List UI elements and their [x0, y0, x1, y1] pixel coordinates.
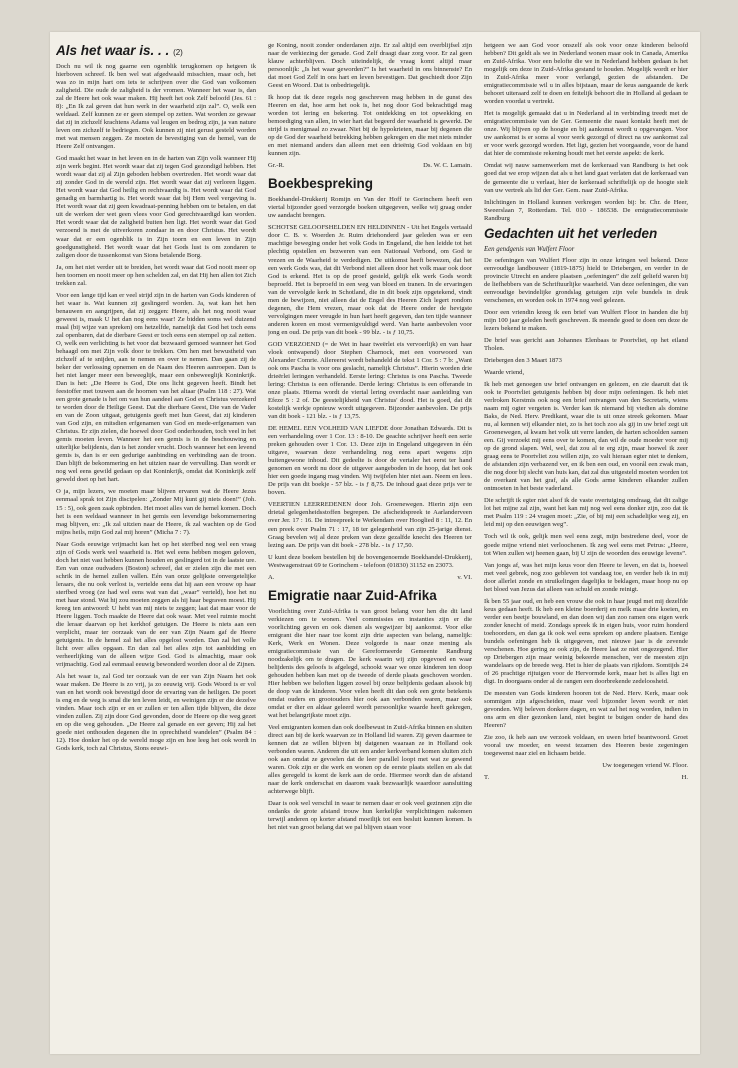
paragraph: Ik ben 55 jaar oud, en heb een vrouw die ook in haar jeugd met mij dezelfde keus gedaan heeft. Ik heb een kleine boerderij en melk maar drie koeien, en verder een beetje bouwland, en dan doen wij dan zoo ramen ons eigen werk zonder knecht of meid. Zondags spreek ik in eigen huis, voor ruim honderd toehoorders, en dan ga ik ook wel eens spreken op andere plaatsen. Eenige bundels oefeningen heb ik uitgegeven, met nieuwe jaar is de zevende verschenen. Hoe gering ze ook zijn, de Heere laat ze niet ongezegend. Hier op Driebergen zijn maar weinig bekeerde menschen, ver de meesten zijn wandelaars op de breede weg. Het is hier de plaats van rijkdom. Somtijds 24 of 26 prachtige rijtuigen voor de Hervormde kerk, maar het is alles ligt en digt. In doorgaans onder al de rangen een doorbrekende zedeloosheid.: [484, 597, 688, 685]
paragraph: Van jongs af, was het mijn keus voor den Heere te leven, en dat is, hoewel met veel gebrek, nog zoo gebleven tot vandaag toe, en verder heb ik in mij door allerlei zonde en struikelingen dagelijks te beklagen, maar hoop nu op het bloed van Jezus dat alleen van schuld en zonde reinigt.: [484, 561, 688, 593]
section-subtitle: Een gendgenis van Wulfert Floor: [484, 245, 575, 253]
paragraph: hetgeen we aan God voor onszelf als ook voor onze kinderen beloofd hebben? Dit geldt als we in Nederland wonen maar ook in Canada, Amerika en Zuid-Afrika. Voor een belofte die we in Nederland hebben gedaan is het mogelijk om deze in Zuid-Afrika gestand te houden. Mogelijk wordt er hier in Zuid-Afrika meer voor verlangd, gezien de afstanden. De emigratiecommissie wil u in alles bijstaan, maar de keus aangaande de kerk behoort uiteraard zelf te doen en feitelijk behoort die in Holland al gedaan te worden voordat u vertrekt.: [484, 42, 688, 106]
signature-initial-right: H.: [681, 774, 688, 782]
paragraph: ge Koning, nooit zonder onderdanen zijn. Er zal altijd een overblijfsel zijn naar de verkiezing der genade. God Zelf draagt daar zorg voor. Er zal geen klauw achterblijven. Doch uiteindelijk, de vraag komt altijd maar persoonlijk: „Is het waar geworden?” Is het waarheid in ons binnenste? En dat moet God Zelf in ons hart en leven bevestigen. Dat geschiedt door Zijn Geest en Woord. Dat is onbedriegelijk.: [268, 42, 472, 90]
paragraph: VEERTIEN LEERREDENEN door Joh. Groenewegen. Hierin zijn een drietal gelegenheidsstoffen begrepen. De afscheidspreek te Aarlanderveen over Jer. 17 : 16. De intreepreek te Werkendam over Hooglied 8 : 11, 12. En een preek over Psalm 71 : 17, 18 ter gelegenheid van zijn 25-jarige dienst. Graag bevelen wij al deze preken van deze gezalfde knecht des Heeren ter lezing aan. De prijs van dit boek - 278 blz. - is ƒ 17,50.: [268, 501, 472, 549]
paragraph: De brief was gericht aan Johannes Elenbaas te Poortvliet, op het eiland Tholen.: [484, 336, 688, 352]
emigration-article-continued: [484, 42, 688, 223]
newspaper-page: [50, 32, 700, 1054]
letter-body: [484, 257, 688, 759]
paragraph: Ja, om het niet verder uit te breiden, het wordt waar dat God nooit meer op hen toornen en nooit meer op hen schelden zal, en dat Hij hen allen tot Zich trekken zal.: [56, 263, 256, 287]
article-title-als-het-waar-is: Als het waar is. . . (2): [56, 43, 183, 58]
paragraph: Driebergen den 3 Maart 1873: [484, 356, 562, 364]
paragraph: Het is mogelijk gemaakt dat u in Nederland al in verbinding treedt met de emigratiecommissie van de Ger. Gemeente die naast kontakt heeft met de onze. Wij blijven op de hoogte en bij aankomst wordt u opgevangen. Voor uw aankomst is er soms al voor werk gezorgd of direct na uw aankomst zal er voor werk gezorgd worden. Het ligt, gezien het voorgaande, voor de hand dat hier de commissie rekening houdt met het eerste aspekt: de kerk.: [484, 110, 688, 158]
article-part-number: (2): [173, 48, 183, 57]
paragraph: SCHOTSE GELOOFSHELDEN EN HELDINNEN - Uit het Engels vertaald door C. B. v. Woerden Jr. Ruim driehonderd jaar geleden was er een machtige beweging onder het volk Gods in Engeland, die hen leidde tot het plechtig opstellen en bezweren van een Nationaal Verbond, om God te vrezen en de Waarheid te verdedigen. De uitkomst heeft bewezen, dat het een werk Gods was, dat dit Verbond niet alleen door het volk maar ook door God is erkend. Het is op de proef gesteld, gelijk elk werk Gods wordt beproefd. Het is beproefd in een weg van bloed en tranen. In de ervaringen van de vervolgde kerk in Schotland, die in dit boek zijn opgetekend, vindt men de bewijzen, niet alleen dat de Engel des Heeren Zich legert rondom degenen, die Hem vrezen, maar ook dat de Heere onder de hevigste vervolgingen meer vreugde in hun hart heeft gegeven, dan ten tijde wanneer anderen koren en most vermenigvuldigd werd. Van harte aanbevolen voor jong en oud. De prijs van dit boek - 99 blz. - is ƒ 10,75.: [268, 224, 472, 336]
paragraph: Ik hoop dat ik deze regels nog geschreven mag hebben in de gunst des Heeren en dat, hoe arm het ook is, het nog door God bekrachtigd mag worden tot lering en bekering. Tot ontdekking en tot opwekking en bemoediging van allen, in wier hart dat begeerd der waarheid is gewerkt. De strijd is menigmaal zo zwaar. Niet bij de hypokrieten, maar bij degenen die op de God der waarheid betrekking hebben gekregen en die met niets minder en met niemand anders dan alleen met een drieënig God voldaan en bij kunnen zijn.: [268, 94, 472, 158]
paragraph: Doch nu wil ik nog gaarne een ogenblik terugkomen op hetgeen ik hierboven schreef. Ik ben wel wat afgedwaald misschien, maar och, het was zo in mijn hart om iets te schrijven over die God van volkomen zaligheid. Die oude de zaligheid is der vromen. Wanneer het waar is, dan zal de Heere het ook waar maken. Hij heeft het ook Zelf beloofd (Jes. 61 : 8): „En Ik zal geven dat hun werk in der waarheid zijn zal”. O, welk een weldaad. Zelf kunnen ze er geen stempel op zetten. Wat worden ze gewaar dat zij in zichzelf krachtens Adams val leugen en bedrog zijn, ja van nature leven om zichzelf te bedriegen. Ook kunnen zij niet gerust gesteld worden met wat mensen zeggen. Ze moeten de bevestiging van de hemel, van de Heere Zelf ontvangen.: [56, 62, 256, 151]
paragraph: Inlichtingen in Holland kunnen verkregen worden bij: br. Chr. de Heer, Sweerslaan 7, Rotterdam. Tel. 010 - 186538. De emigratiecommissie Randburg: [484, 198, 688, 222]
paragraph: Als het waar is, zal God ter oorzaak van de eer van Zijn Naam het ook waar maken. De Heere is zo vrij, ja zo eeuwig vrij. Gods Woord is er vol van en het wordt ook bevestigd door de ervaring van de heiligen. De poort is eng en de weg is smal die ten leven leidt, en weinigen zijn er die dezelve vinden. Maar toch zijn er en er zullen er ten allen tijde blijven, die deze vinden zullen. Zij zijn door God gevonden, door de Heere op die weg gezet en op die weg gehouden. „De Heere zal genade en eer geven; Hij zal het goede niet onthouden degenen die in oprechtheid wandelen” (Psalm 84 : 12). Hoe donker het op de wereld moge zijn en hoe leeg het ook wordt in Gods kerk, toch zal Christus, Sions eeuwi-: [56, 673, 256, 753]
book-review-signature: [268, 574, 472, 581]
paragraph: DE HEMEL EEN VOLHEID VAN LIEFDE door Jonathan Edwards. Dit is een verhandeling over 1 Cor. 13 : 8-10. De geachte schrijver heeft een serie preken gehouden over 1 Cor. 13. Deze zijn in Engeland uitgegeven in één uitgave, waarvan deze verhandeling nog eens apart wegens zijn buitengewone inhoud. Dit gedeelte is door de vertaler het eerst ter hand genomen en wordt nu door de uitgever aangeboden in de hoop, dat het ook hier een goede ingang mag vinden. Wij twijfelen hier niet aan. Neem en lees. De prijs van dit boekje - 57 blz. - is ƒ 8,75. De inhoud gaat deze prijs ver te boven.: [268, 425, 472, 497]
signature-initial: A.: [268, 573, 275, 581]
section-title-gedachten: Gedachten uit het verleden: [484, 225, 658, 241]
column-1: [56, 42, 256, 1046]
signature-place: Gr.-R.: [268, 162, 285, 170]
book-review-body: [268, 196, 472, 569]
paragraph: Daar is ook wel verschil in waar te nemen daar er ook veel gezinnen zijn die ondanks de grote afstand trouw hun kerkelijke verplichtingen nakomen terwijl anderen op korter afstand moeilijk tot een besluit kunnen komen. Is het niet van groot belang dat we pal blijven staan voor: [268, 800, 472, 832]
paragraph: Naar Gods eeuwige vrijmacht kan het op het sterfbed nog wel een vraag zijn of Gods werk wel waarheid is. Het wel eens hebben mogen geloven, doch het niet vast hebben kunnen houden en geslingerd tot in de laatste ure. Een van onze oudvaders (Boston) schreef, dat er zielen zijn die met een schrik in de hemel zullen vallen. Eén van onze gelijkste onvergetelijke leraars, die nu ook verlost is, vertelde eens dat hij aan een vrouw op haar sterfbed vroeg (ze had wel eens wat van dat „waar” verteld), hoe het nu met haar stond. Wat hij zou moeten zeggen als hij haar begraven moest. Hij kreeg ten antwoord: U hebt van mij niets te zeggen; laat dat maar voor de Heere liggen. Toch maakte de Heere dat ook waar. Met veel ruimte mocht die leraar daarvan op het kerkhof getuigen. De Heere is niets aan een verplicht, maar ter oorzaak van de eer van Zijn Naam gaf de Heere getuigenis. In de hemel zal het alles opgelost worden. Dan zal het volle licht over alles opgaan. En dan zal het alles zijn tot aanbidding en verheerlijking van de alleen wijze God. God is almachtig, maar ook vrijmachtig. God zal eenmaal eeuwig bewonderd worden door al de Zijnen.: [56, 540, 256, 669]
article-body-continued: [268, 42, 472, 158]
signature-initial-left: T.: [484, 774, 490, 782]
paragraph: Voorlichting over Zuid-Afrika is van groot belang voor hen die dit land verkiezen om te wonen. Veel commissies en instanties zijn er die voorlichting geven en ook dienen als wegwijzer bij aankomst. Voor elke emigrant die hier naar toe komt zijn drie aspecten van belang, namelijk: Kerk, Werk en Wonen. Deze volgorde is naar onze mening als emigratiecommissie van de Gereformeerde Gemeente Randburg noodzakelijk om te dragen. De kerk waarin wij zijn opgevoed en waar belijdenis des geloofs is afgelegd, schookt waar we onze kinderen ten doop gehouden hebben kan met op de tweede of derde plaats geschoven worden. Hier hebben we beloften liggen zowel bij onze belijdenis gedaan alsook bij de doop van de kinderen. Voor velen heeft dit dan ook een grote betekenis omdat ouders en grootouders hier ook aan verbonden waren, maar ook omdat er dier en aldaar geleerd wordt persoonlijke waarde heeft gekregen, wat het belangrijkste moet zijn.: [268, 607, 472, 719]
paragraph: Die schrijft ik egter niet alsof ik de vaste overtuiging omdraag, dat dit zalige lot het mijne zal zijn, want het kan mij nog wel eens donker zijn, zoo dat ik met Psalm 119 : 24 vragen moet: „Zie, of bij mij een schadelijke weg zij, en leid mij op den eeuwigen weg”.: [484, 497, 688, 529]
letter-closing: Uw toegenegen vriend W. Floor.: [602, 762, 688, 770]
paragraph: Veel emigranten komen dan ook doelbewust in Zuid-Afrika binnen en sluiten direct aan bij de kerk waarvan ze in Holland lid waren. Zij geven daarmee te kennen dat ze willen blijven bij datgenen waaraan ze in Holland ook verbonden waren. Anderen die uit een ander kerkverband komen sluiten zich ook aan omdat ze gevoelen dat de leer parallel loopt met wat ze gewend waren. Ook zijn er die werk en wonen op de eerste plaats stellen en als dat alles geregeld is komt de kerk aan de orde. Hiermee wordt dan de afstand naar de kerk onderschat en daarom vaak bezwaarlijk waardoor aansluiting achterwege blijft.: [268, 723, 472, 796]
paragraph: Zie zoo, ik heb aan uw verzoek voldaan, en uwen brief beantwoord. Groet vooral uw moeder, en weest tezamen des Heeren beste zegeningen toegewenst naar ziel en lichaam beide.: [484, 734, 688, 758]
signature-initials: v. VI.: [457, 573, 472, 581]
column-3: [484, 42, 688, 1046]
paragraph: Boekhandel-Drukkerij Romijn en Van der Hoff te Gorinchem heeft een viertal bijzonder goed verzorgde boeken uitgegeven, welke wij graag onder uw aandacht brengen.: [268, 196, 472, 220]
paragraph: Voor een lange tijd kan er veel strijd zijn in de harten van Gods kinderen of het waar is. Wat kunnen zij geslingerd worden. Ja, wat kan het hen benauwen en aangrijpen, dat zij zeggen: Heere, als het nog nooit waar geweest is, maak U het dan nog eens waar! Ze bidden soms wel duizend maal (bij wijze van spreken) om hetzelfde, namelijk dat God het toch eens zal openbaren, dat de dierbare Geest er toch eens een stempel op zal zetten. O, welk een verlichting is het voor dat bezwaard gemoed wanneer het God behaagd om met Zijn volk door te trekken. Om hen met bewustheid van zichzelf af te snijden, aan te nemen en over te nemen. Dan gaan zij de beker der verlossing opnemen en de Naam des Heeren aanroepen. Dan is het niet langer meer een beweeglijk, maar een onbeweeglijk Koninkrijk. Dan is het: „De Heere is God, Die ons licht gegeven heeft. Bindt het feestoffer met touwen aan de hoornen van het altaar (Psalm 118 : 27). Wat een grote genade is het om van hun aandeel aan God en Christus verzekerd te worden door de Heilige Geest. Dat die dierbare Geest, Die van de Vader en van de Zoon uitgaat, getuigenis geeft met hun Geest, dat zij kinderen van God zijn, en mitsdien erfgenamen van God en mede-erfgenamen van Christus. Er zijn zielen, die hoewel door God onderhouden, toch veel in het gemis moeten leven. Wanneer het een gemis is in de beschouwing en uiterlijke belijdenis, dan is het zonder vrucht. Doch wanneer het een levend gemis is, dan is er een gedurige aanbinding en verbinding aan de troon. Dan blijft de bekommering en het uitzien naar de vervulling. Dan wordt er nog wel eens gewild gedaan op dat Koninkrijk, omdat dat Koninkrijk zelf geweld doet op het hart.: [56, 291, 256, 484]
letter-signature: [484, 774, 688, 781]
paragraph: Omdat wij nauw samenwerken met de kerkeraad van Randburg is het ook goed dat we erop wijzen dat als u het land gaat verlaten dat de kerkeraad van de gemeente die u verlaat, hier de kerkeraad schriftelijk op de hoogte stelt van uw vertrek als lid der Ger. Gem. naar Zuid-Afrika.: [484, 162, 688, 194]
paragraph: Toch wil ik ook, gelijk men wel eens zegt, mijn bestredene deel, voor de goede mijne vriend niet verloochenen. Ik zeg wel eens met Petrus: „Heere, tot Wien zullen wij heenen gaan, bij U zijn de woorden des eeuwige levens”.: [484, 533, 688, 557]
paragraph: God maakt het waar in het leven en in de harten van Zijn volk wanneer Hij zijn werk begint. Het wordt waar dat zij tegen God gezondigd hebben. Het wordt waar dat zij al Zijn geboden hebben overtreden. Het wordt waar dat zij zonder God in de wereld zijn. Het wordt waar dat zij verloren liggen. Het wordt waar dat God heilig en rechtvaardig is. Het wordt waar dat God genadig en barmhartig is. Het wordt waar dat bij Hem veel vergeving is. Het wordt waar dat zij geen kwadraat-penning hebben om te betalen, en dat uit de werken der wet geen vlees voor God gerechtvaardigd kan worden. Het wordt waar dat de zaligheid buiten hen ligt. Het wordt waar dat God verzoend is met de uitverkoren zondaar in en door Christus. Het wordt waar dat er een ogenblik is in Zijn toorn en een leven in Zijn goedgunstigheid. Het wordt waar dat het Gods lust is om zondaren te zaligen door de tussenkomst van Sions betalende Borg.: [56, 155, 256, 259]
signature-line: [268, 162, 472, 169]
section-title-boekbespreking: Boekbespreking: [268, 176, 374, 192]
paragraph: Ik heb met genoegen uw brief ontvangen en gelezen, en zie daaruit dat ik ook te Poortvliet getuigenis hebben bij door mijn oefeningen. Ik heb niet verlroken Kerstmis ook nog een brief ontvangen van den Secretaris, wiens naam mij ogter vergeten is. Verder kan ik niemand bij viedien als domine Baks, de Ned. Herv. Predikant, waar die is uit onze streek gekomen. Maar nu, al kennen wij elkander niet, zo is het toch zoo als gij in uw brief zegt uit Groenewegen, al kwam het volk uit verre landen, de harten schoolden samen een. Gij verzoekt mij eens over te komen, dan wil de oude moeder voor mij op de grond slapen. Wel, wel, dat zou al te erg zijn, maar hoewel ik zeer graag eens te Poortvliet zou willen zijn, zo valt hieraan egter niet te denken, de afstanden zijn verbazend ver, en ik ben een oud, en voorál een zwak man, die nog door bij slecht van huis kan, dat zal dus uitgesteld moeten worden tot de overkant van het graf, als alle Gods arme kinderen elkander zullen ontmoeten in het beste vaderland.: [484, 380, 688, 493]
emigration-article-body: [268, 608, 472, 833]
paragraph: GOD VERZOEND (= de Wet in haar tweërlei eis vervoerlijk) en van haar vloek ontwapend) door Stephen Charnock, met een voorwoord van Alexander Comrie. Allereerst wordt behandeld de tekst 1 Cor. 5 : 7 b: „Want ook ons Pascha is voor ons geslacht, namelijk Christus”. Hierin worden drie drieërlei leringen verhandeld. Eerste lering: Christus is ons Pascha. Tweede lering: Christus is een offerande. Derde lering: Christus is een offerande in onze plaats. Hierna wordt de viertal lering overdacht naar aanleiding van Efeze 5 : 2 of. De geestelijkheid van Christus' dood. Het is goed, dat dit kostelijk werkje opnieuw wordt uitgegeven. Bijzonder aanbevolen. De prijs van dit boek - 121 blz. - is ƒ 13,75.: [268, 340, 472, 421]
paragraph: Door een vriendin kreeg ik een brief van Wulfert Floor in handen die bij mijn 100 jaar geleden heeft geschreven. Ik meende goed te doen om deze de lezers bekend te maken.: [484, 308, 688, 332]
paragraph: O ja, mijn lezers, we moeten maar blijven ervaren wat de Heere Jezus eenmaal sprak tot Zijn discipelen: „Zonder Mij kunt gij niets doen!” (Joh. 15 : 5), ook geen zaak opbinden. Het moet alles van de hemel komen. Doch het is een weldaad wanneer in het gemis een levendige bekommernering mag blijven, en: „Ik zal uitzien naar de Heere, ik zal wachten op de God mijns heils, mijn God zal mij horen” (Micha 7 : 7).: [56, 488, 256, 536]
paragraph: De meesten van Gods kinderen hooren tot de Ned. Herv. Kerk, maar ook sommigen zijn afgescheiden, maar veel bijzonder leven wordt er niet gevonden. Wij beleven donkere dagen, en wat zal het nog worden, indien in ons arm en dier gezonken land, niet begint te buigen onder de hand des Heeren?: [484, 690, 688, 730]
paragraph: De oefeningen van Wulfert Floor zijn in onze kringen wel bekend. Deze eenvoudige landbouwer (1819-1875) hield te Driebergen, en verder in de provincie Utrecht en andere plaatsen „oefeningen” die zelf geliefd waren bij de liefhebbers van de Schriftuurlijke waarheid. Van deze oefeningen, die van eenvoudige bevindelijke grondslag getuigen zijn vele bundels in druk verschenen, en worden ook in 1974 nog veel gelezen.: [484, 256, 688, 304]
section-title-emigratie: Emigratie naar Zuid-Afrika: [268, 587, 437, 603]
column-2: [268, 42, 472, 1046]
article-body: [56, 63, 256, 754]
paragraph: U kunt deze boeken bestellen bij de bovengenoemde Boekhandel-Drukkerij, Westwagenstraat 69 te Gorinchem - telefoon (01830) 31152 en 23073.: [268, 553, 472, 569]
signature-author: Ds. W. C. Lamain.: [423, 162, 472, 170]
paragraph: Waarde vriend,: [484, 368, 525, 376]
